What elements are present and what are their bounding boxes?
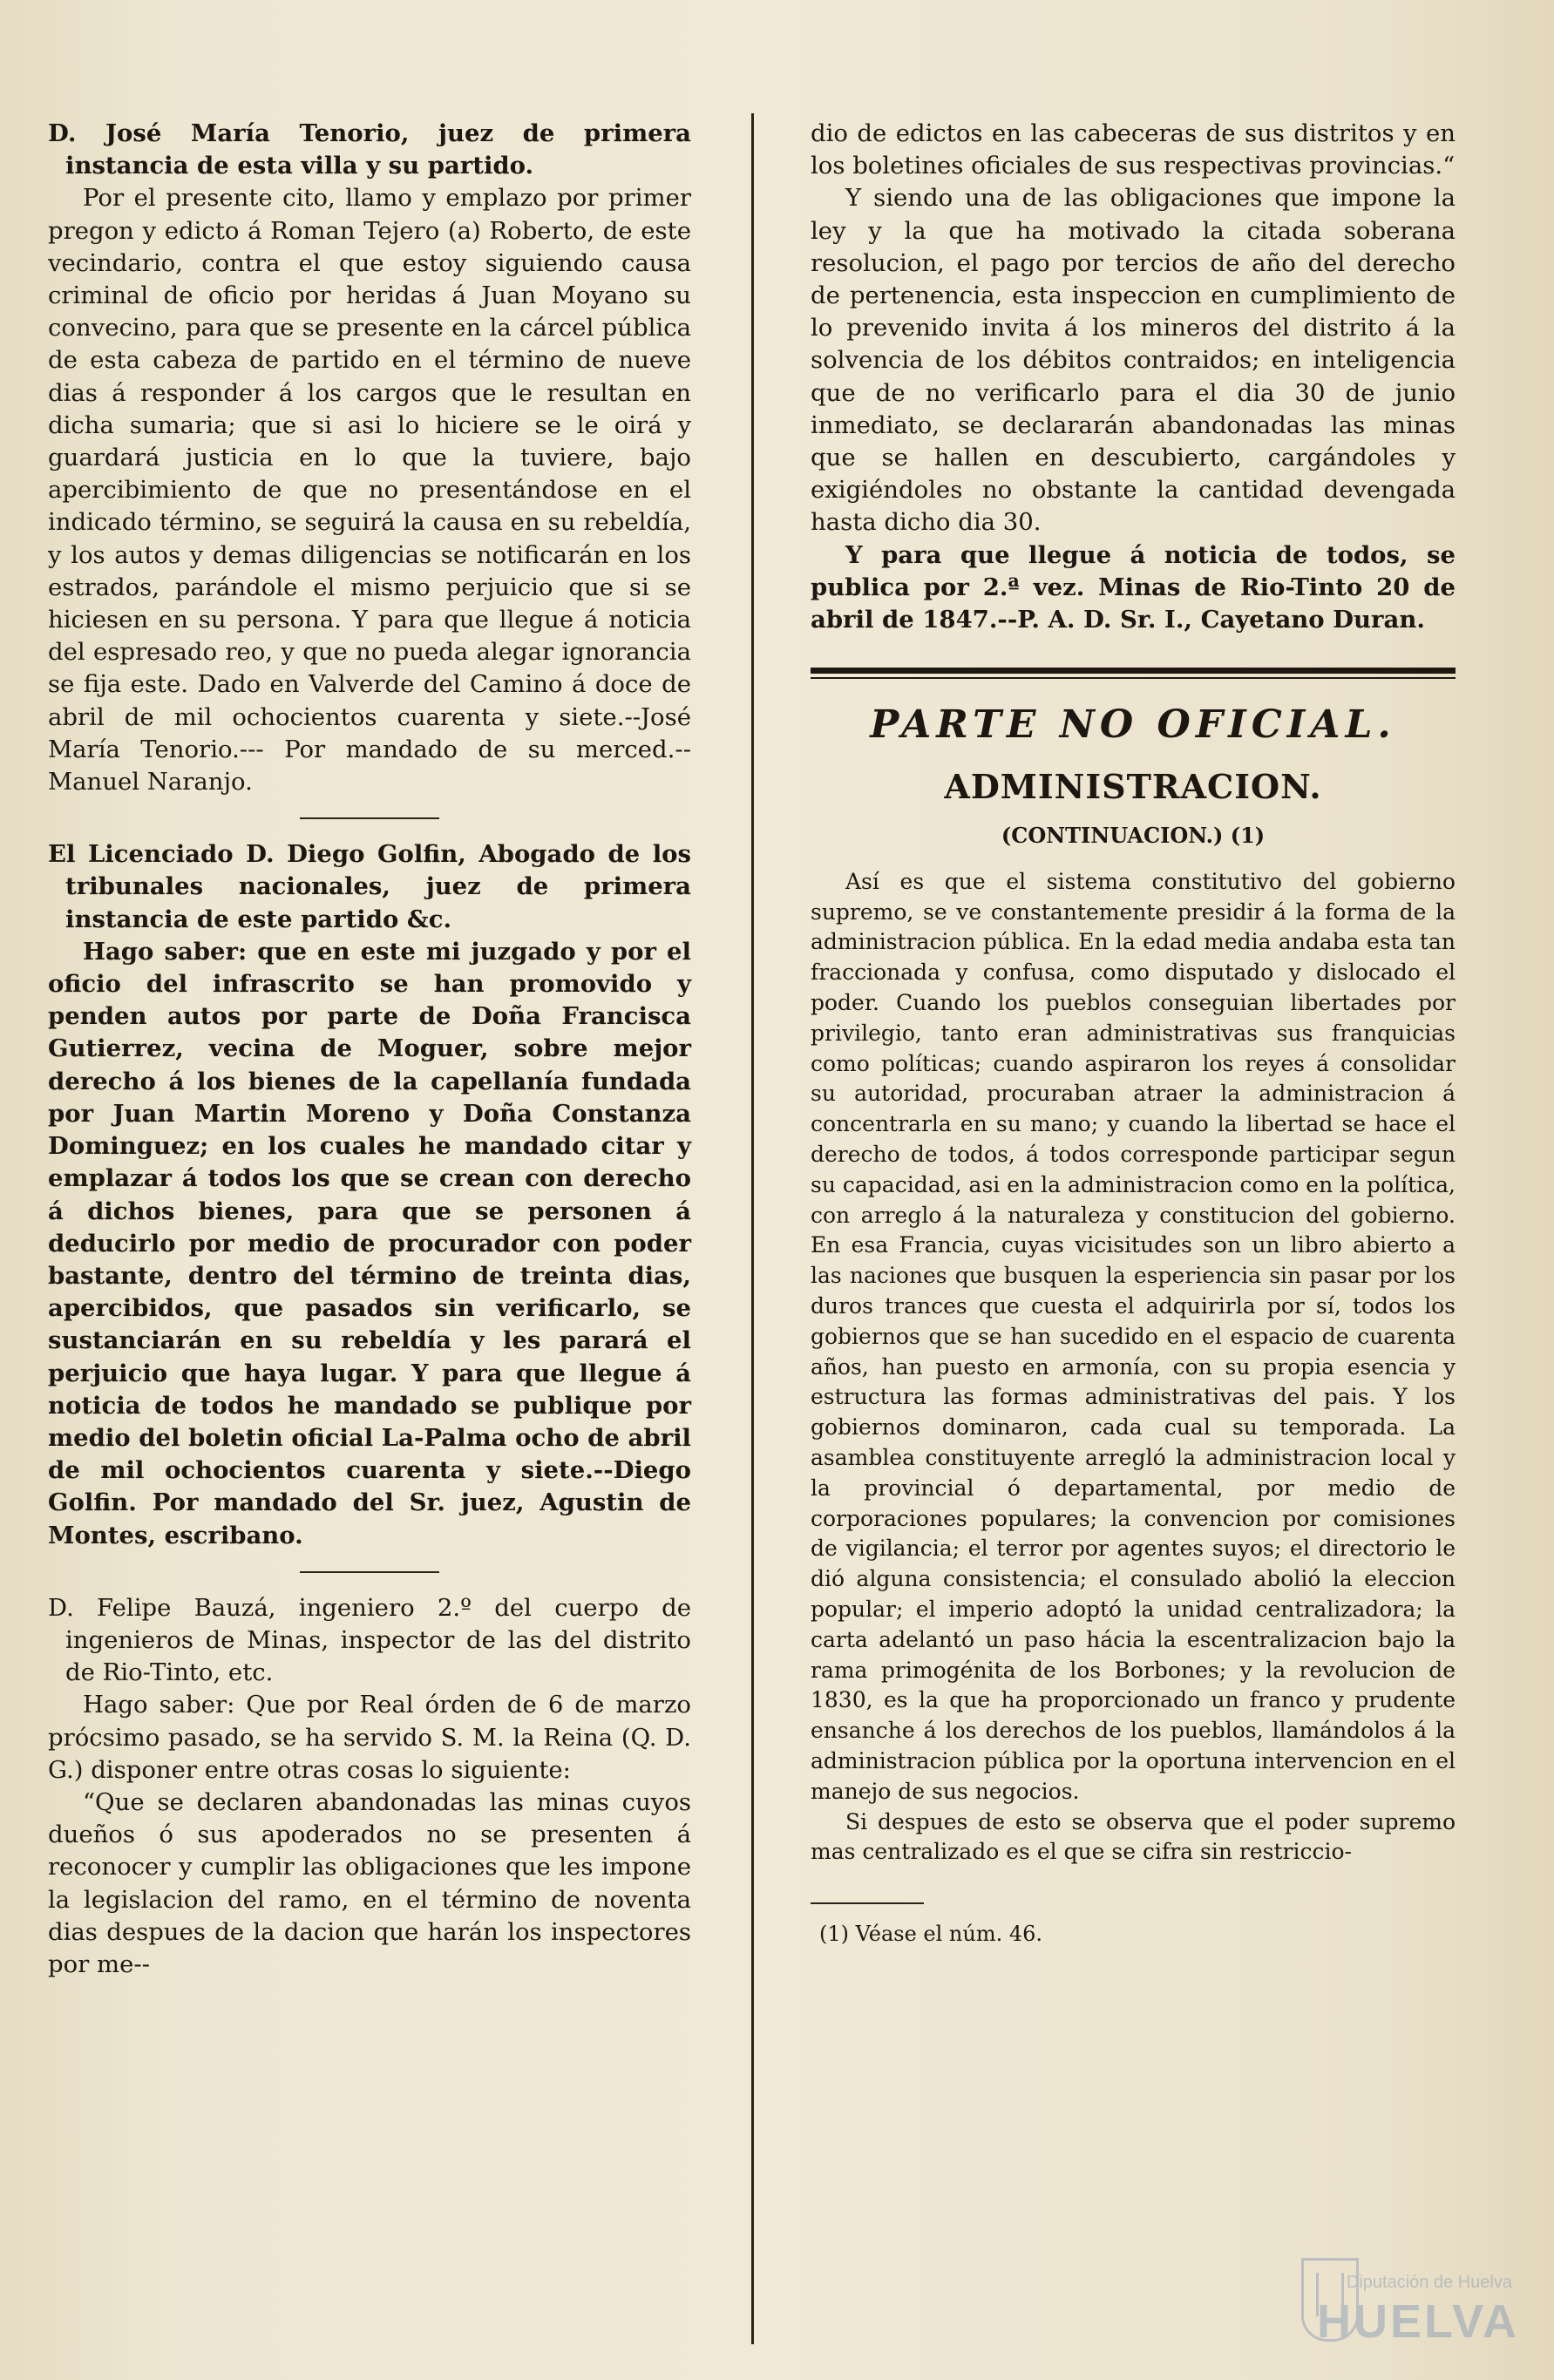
right-column (811, 118, 1456, 2345)
edict-3-heading: D. Felipe Bauzá, ingeniero 2.º del cuerpo de ingenieros de Minas, inspector de las del distrito de Rio-Tinto, etc. (48, 1593, 691, 1687)
article-paragraph-2: Si despues de esto se observa que el poder supremo mas centralizado es el que se cifra sin restriccio- (811, 1808, 1456, 1865)
watermark-caption: Diputación de Huelva (1346, 2273, 1512, 2292)
double-rule (811, 668, 1456, 679)
separator-rule (300, 1571, 439, 1573)
edict-1-body: Por el presente cito, llamo y emplazo por primer pregon y edicto á Roman Tejero (a) Roberto, de este vecindario, contra el que estoy siguiendo causa criminal de oficio por heridas á Juan Moyano su convecino, para que se presente en la cárcel pública de esta cabeza de partido en el término de nueve dias á responder á los cargos que le resultan en dicha sumaria; que si asi lo hiciere se le oirá y guardará justicia en lo que la tuviere, bajo apercibimiento de que no presentándose en el indicado término, se seguirá la causa en su rebeldía, y los autos y demas diligencias se notificarán en los estrados, parándole el mismo perjuicio que si se hiciesen en su persona. Y para que llegue á noticia del espresado reo, y que no pueda alegar ignorancia se fija este. Dado en Valverde del Camino á doce de abril de mil ochocientos cuarenta y siete.--José María Tenorio.--- Por mandado de su merced.--Manuel Naranjo. (48, 184, 691, 797)
footnote-rule (811, 1902, 924, 1904)
edict-3-quote: “Que se declaren abandonadas las minas cuyos dueños ó sus apoderados no se presenten á reconocer y cumplir las obligaciones que les impone la legislacion del ramo, en el término de noventa dias despues de la dacion que harán los inspectores por me-- (48, 1787, 691, 1978)
edict-3-continuation: dio de edictos en las cabeceras de sus distritos y en los boletines oficiales de sus respectivas provincias.“ (811, 119, 1456, 180)
watermark-text: HUELVA (1317, 2295, 1519, 2348)
edict-3-body: Hago saber: Que por Real órden de 6 de marzo prócsimo pasado, se ha servido S. M. la Reina (Q. D. G.) disponer entre otras cosas lo siguiente: (48, 1691, 691, 1784)
section-subtitle: (CONTINUACION.) (1) (1001, 822, 1266, 848)
left-column (48, 118, 691, 2345)
footnote: (1) Véase el núm. 46. (819, 1922, 1043, 1947)
edict-2-body: Hago saber: que en este mi juzgado y por el oficio del infrascrito se han promovido y penden autos por parte de Doña Francisca Gutierrez, vecina de Moguer, sobre mejor derecho á los bienes de la capellanía fundada por Juan Martin Moreno y Doña Constanza Dominguez; en los cuales he mandado citar y emplazar á todos los que se crean con derecho á dichos bienes, para que se personen á deducirlo por medio de procurador con poder bastante, dentro del término de treinta dias, apercibidos, que pasados sin verificarlo, se sustanciarán en su rebeldía y les parará el perjuicio que haya lugar. Y para que llegue á noticia de todos he mandado se publique por medio del boletin oficial La-Palma ocho de abril de mil ochocientos cuarenta y siete.--Diego Golfin. Por mandado del Sr. juez, Agustin de Montes, escribano. (48, 937, 691, 1549)
edict-3-closing: Y para que llegue á noticia de todos, se publica por 2.ª vez. Minas de Rio-Tinto 20 de abril de 1847.--P. A. D. Sr. I., Cayetano Duran. (811, 540, 1456, 634)
parte-no-oficial-heading: PARTE NO OFICIAL. (870, 702, 1396, 748)
edict-1-heading: D. José María Tenorio, juez de primera instancia de esta villa y su partido. (48, 119, 691, 180)
edict-3-obligations: Y siendo una de las obligaciones que impone la ley y la que ha motivado la citada soberana resolucion, el pago por tercios de año del derecho de pertenencia, esta inspeccion en cumplimiento de lo prevenido invita á los mineros del distrito á la solvencia de los débitos contraidos; en inteligencia que de no verificarlo para el dia 30 de junio inmediato, se declararán abandonadas las minas que se hallen en descubierto, cargándoles y exigiéndoles no obstante la cantidad devengada hasta dicho dia 30. (811, 184, 1456, 537)
separator-rule (300, 817, 439, 819)
edict-2-heading: El Licenciado D. Diego Golfin, Abogado de los tribunales nacionales, juez de primera instancia de este partido &c. (48, 840, 691, 933)
section-title: ADMINISTRACION. (944, 767, 1322, 807)
article-paragraph-1: Así es que el sistema constitutivo del gobierno supremo, se ve constantemente presidir á la forma de la administracion pública. En la edad media andaba esta tan fraccionada y confusa, como disputado y dislocado el poder. Cuando los pueblos conseguian libertades por privilegio, tanto eran administrativas sus franquicias como políticas; cuando aspiraron los reyes á consolidar su autoridad, procuraban atraer la administracion á concentrarla en su mano; y cuando la libertad se hace el derecho de todos, á todos corresponde participar segun su capacidad, asi en la administracion como en la política, con arreglo á la naturaleza y constitucion del gobierno. En esa Francia, cuyas vicisitudes son un libro abierto a las naciones que busquen la esperiencia sin pasar por los duros trances que cuesta el adquirirla por sí, todos los gobiernos que se han sucedido en el espacio de cuarenta años, han puesto en armonía, con su propia esencia y estructura las formas administrativas del pais. Y los gobiernos dominaron, cada cual su temporada. La asamblea constituyente arregló la administracion local y la provincial ó departamental, por medio de corporaciones populares; la convencion por comisiones de vigilancia; el terror por agentes suyos; el directorio le dió alguna consistencia; el consulado abolió la eleccion popular; el imperio adoptó la unidad centralizadora; la carta adelantó un paso hácia la escentralizacion bajo la rama primogénita de los Borbones; y la revolucion de 1830, es la que ha proporcionado un franco y prudente ensanche á los derechos de los pueblos, llamándolos á la administracion pública por la oportuna intervencion en el manejo de sus negocios. (811, 868, 1456, 1804)
column-divider (751, 113, 754, 2344)
archive-watermark (1301, 2244, 1519, 2349)
